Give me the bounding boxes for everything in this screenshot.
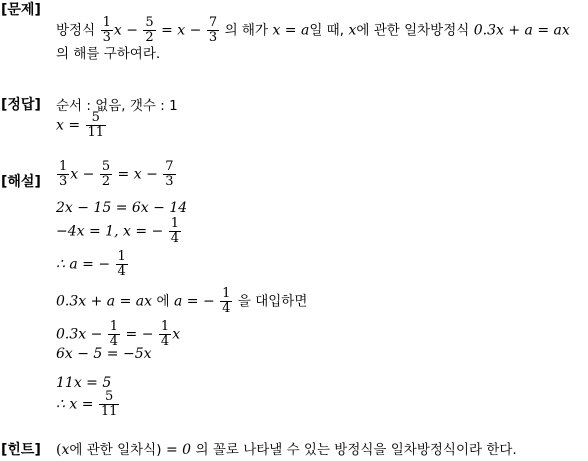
math-term: 0.3x − [56,326,103,343]
solution-step-1 [56,160,177,189]
problem-text: 일 때, [309,22,344,39]
hint-line [56,441,517,459]
solution-step-3 [56,217,182,246]
fraction: $\frac{1}{4}$ [170,216,179,246]
math-term: x = [56,117,81,134]
math-term: ∴ x = [56,396,94,413]
math-term: 11x = 5 [56,375,112,391]
fraction: $\frac{5}{2}$ [101,159,111,189]
math-term: x [61,442,70,458]
fraction: $\frac{1}{4}$ [160,319,170,349]
problem-text: 에 관한 일차방정식 [356,22,470,39]
math-term: −4x = 1, x = − [56,223,164,240]
solution-step-7 [56,345,152,363]
hint-label: [힌트] [1,442,41,458]
problem-text: 의 해가 [224,22,268,39]
solution-step-4 [56,250,129,279]
math-term: x = a [272,22,310,39]
hint-text: ( [56,442,62,458]
fraction: $\frac{5}{2}$ [145,15,154,45]
hint-text: 의 꼴로 나타낼 수 있는 방정식을 일차방정식이라 한다. [195,442,517,458]
answer-line-1: 순서 : 없음, 갯수 : 1 [56,98,178,114]
math-term: 6x − 5 = −5x [56,346,152,362]
problem-text: 방정식 [56,22,96,39]
problem-label: [문제] [1,2,41,18]
solution-step-9 [56,390,120,419]
math-term: = x − [161,22,202,39]
math-term: x − [70,166,95,183]
solution-text: 에 [156,293,170,310]
fraction: $\frac{5}{11}$ [87,110,105,140]
fraction: $\frac{1}{4}$ [117,249,126,279]
solution-step-2 [56,199,187,217]
math-term: a = − [173,293,215,310]
solution-text: 을 대입하면 [237,293,308,310]
math-term: 2x − 15 = 6x − 14 [56,200,188,216]
solution-step-5 [56,287,307,316]
fraction: $\frac{1}{4}$ [109,319,119,349]
problem-line-1 [56,16,570,45]
math-term: = 0 [165,442,192,458]
fraction: $\frac{5}{11}$ [100,389,118,419]
math-term: x − [113,22,138,39]
solution-label: [해설] [1,174,41,190]
fraction: $\frac{1}{3}$ [59,159,68,189]
math-term: ∴ a = − [56,256,111,273]
answer-line-2 [56,111,107,140]
math-term: = x − [117,166,158,183]
math-term: 0.3x + a = ax [56,293,153,310]
math-term: x [348,22,357,39]
hint-text: 에 관한 일차식) [69,442,162,458]
fraction: $\frac{7}{3}$ [208,15,218,45]
math-term: x [172,326,181,343]
math-term: 0.3x + a = ax [473,22,570,39]
math-term: = − [125,326,154,343]
answer-label: [정답] [1,97,41,113]
problem-line-2: 의 해를 구하여라. [56,46,161,62]
fraction: $\frac{1}{3}$ [102,15,111,45]
fraction: $\frac{7}{3}$ [165,159,174,189]
fraction: $\frac{1}{4}$ [222,286,231,316]
